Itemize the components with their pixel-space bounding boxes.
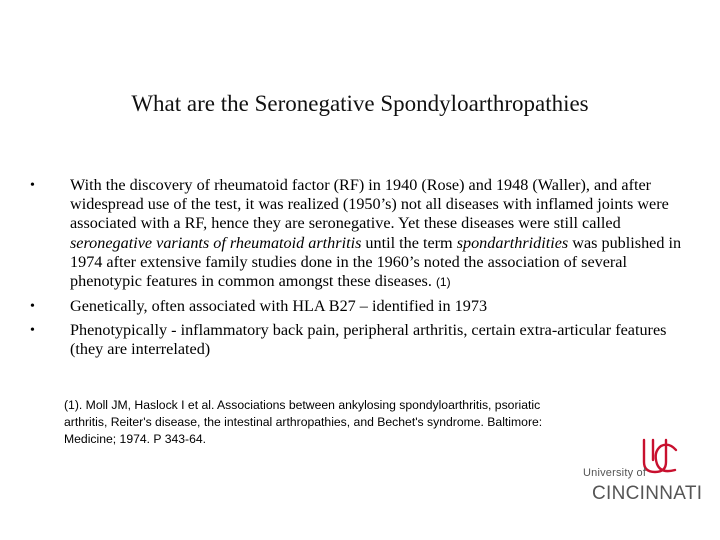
page-title: What are the Seronegative Spondyloarthropathies <box>131 91 589 116</box>
bullet-item-history <box>30 176 690 292</box>
university-logo <box>583 436 703 506</box>
bullet-italic-term: seronegative variants of rheumatoid arthritis <box>70 233 362 252</box>
citation-marker: (1) <box>435 275 451 290</box>
bullet-item-phenotype <box>30 321 690 359</box>
bullet-italic-term: spondarthridities <box>456 233 569 252</box>
reference-citation: (1). Moll JM, Haslock I et al. Associations between ankylosing spondyloarthritis, psoriatic arthritis, Reiter's disease, the intestinal arthropathies, and Bechet's syndrome. Baltimore: Medicine; 1974. P 343-64. <box>64 398 543 446</box>
logo-cincinnati-text: CINCINNATI <box>592 483 703 504</box>
bullet-text: Genetically, often associated with HLA B27 – identified in 1973 <box>70 296 488 315</box>
bullet-text: was published in 1974 after extensive family studies done in the 1960’s noted the association of several phenotypic features in common amongst these diseases. <box>70 233 682 291</box>
bullet-item-genetics <box>30 297 690 316</box>
bullet-text: With the discovery of rheumatoid factor (RF) in 1940 (Rose) and 1948 (Waller), and after widespread use of the test, it was realized (1950’s) not all diseases with inflamed joints were associated with a RF, hence they are seronegative. Yet these diseases were still called <box>70 176 669 233</box>
bullet-list <box>30 176 690 364</box>
logo-university-text: University of <box>583 467 647 479</box>
bullet-dot-icon: • <box>30 298 35 314</box>
bullet-dot-icon: • <box>30 178 35 193</box>
bullet-text: Phenotypically - inflammatory back pain, peripheral arthritis, certain extra-articular features (they are interrelated) <box>70 320 667 358</box>
bullet-text: until the term <box>361 233 457 252</box>
bullet-dot-icon: • <box>30 322 35 338</box>
